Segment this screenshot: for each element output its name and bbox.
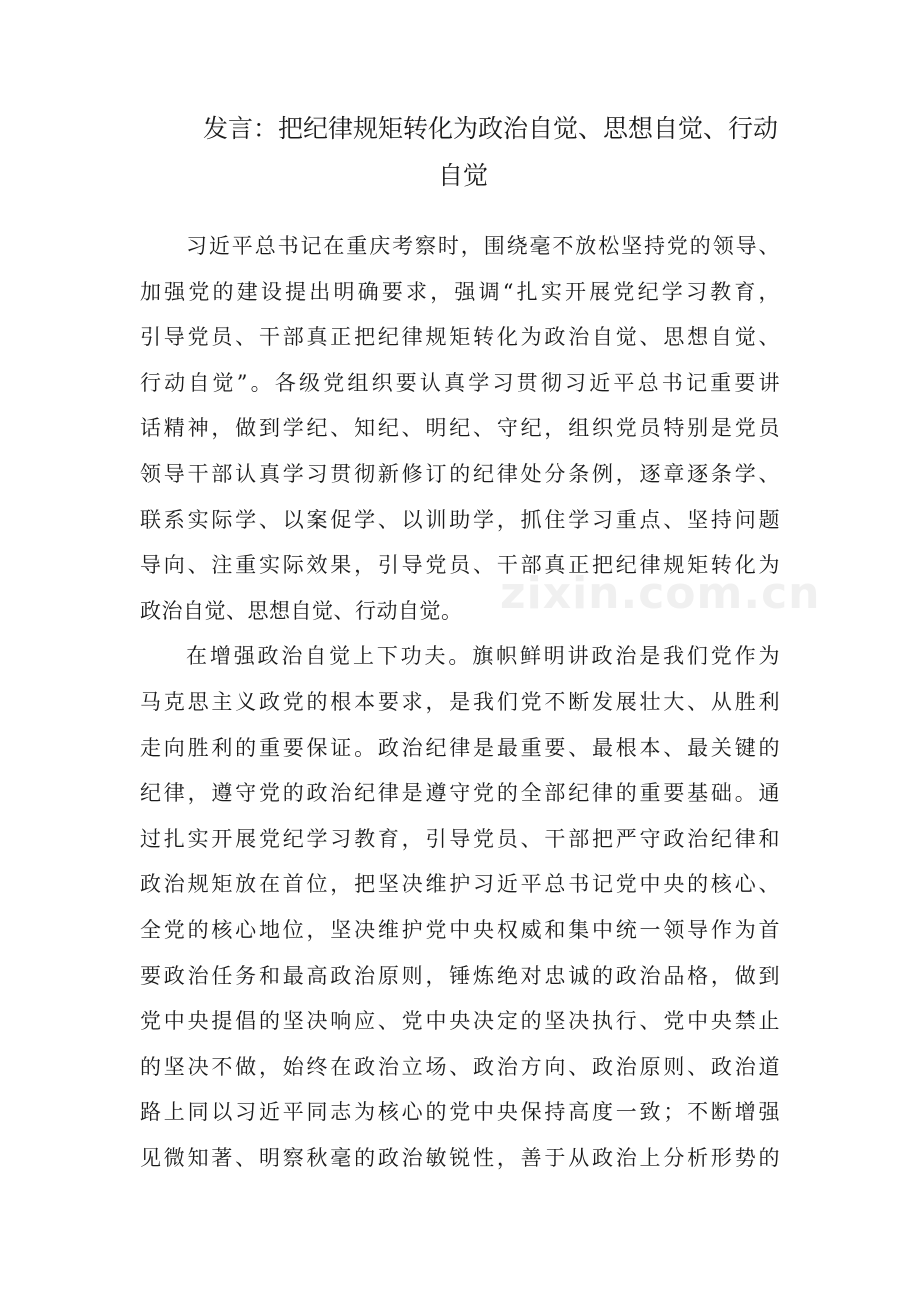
paragraph-line: 行动自觉”。各级党组织要认真学习贯彻习近平总书记重要讲 [140, 370, 780, 395]
paragraph-2 [140, 634, 780, 1181]
paragraph-line: 在增强政治自觉上下功夫。旗帜鲜明讲政治是我们党作为 [186, 644, 780, 669]
paragraph-line: 马克思主义政党的根本要求，是我们党不断发展壮大、从胜利 [140, 689, 780, 714]
paragraph-line: 话精神，做到学纪、知纪、明纪、守纪，组织党员特别是党员 [140, 416, 780, 441]
paragraph-1 [140, 224, 780, 634]
document-title-line-1: 发言：把纪律规矩转化为政治自觉、思想自觉、行动 [203, 114, 779, 143]
paragraph-line: 引导党员、干部真正把纪律规矩转化为政治自觉、思想自觉、 [140, 325, 780, 350]
paragraph-line: 路上同以习近平同志为核心的党中央保持高度一致；不断增强 [140, 1100, 780, 1125]
watermark: zixin.com.cn [500, 568, 821, 619]
paragraph-line: 过扎实开展党纪学习教育，引导党员、干部把严守政治纪律和 [140, 826, 780, 851]
paragraph-line: 见微知著、明察秋毫的政治敏锐性，善于从政治上分析形势的 [140, 1145, 780, 1170]
paragraph-line: 联系实际学、以案促学、以训助学，抓住学习重点、坚持问题 [140, 507, 780, 532]
paragraph-line: 导向、注重实际效果，引导党员、干部真正把纪律规矩转化为 [140, 553, 780, 578]
paragraph-line: 党中央提倡的坚决响应、党中央决定的坚决执行、党中央禁止 [140, 1009, 780, 1034]
paragraph-line: 的坚决不做，始终在政治立场、政治方向、政治原则、政治道 [140, 1054, 780, 1079]
paragraph-line: 政治规矩放在首位，把坚决维护习近平总书记党中央的核心、 [140, 872, 780, 897]
document-title-line-2: 自觉 [438, 161, 489, 190]
paragraph-line: 习近平总书记在重庆考察时，围绕毫不放松坚持党的领导、 [186, 234, 780, 258]
paragraph-line: 加强党的建设提出明确要求，强调“扎实开展党纪学习教育， [140, 279, 780, 304]
document-body [140, 224, 780, 1181]
paragraph-line: 全党的核心地位，坚决维护党中央权威和集中统一领导作为首 [140, 917, 780, 942]
paragraph-line: 要政治任务和最高政治原则，锤炼绝对忠诚的政治品格，做到 [140, 963, 780, 988]
paragraph-line: 领导干部认真学习贯彻新修订的纪律处分条例，逐章逐条学、 [140, 461, 780, 486]
paragraph-line: 纪律，遵守党的政治纪律是遵守党的全部纪律的重要基础。通 [140, 781, 780, 806]
paragraph-line: 走向胜利的重要保证。政治纪律是最重要、最根本、最关键的 [140, 735, 780, 760]
paragraph-line: 政治自觉、思想自觉、行动自觉。 [140, 598, 463, 623]
